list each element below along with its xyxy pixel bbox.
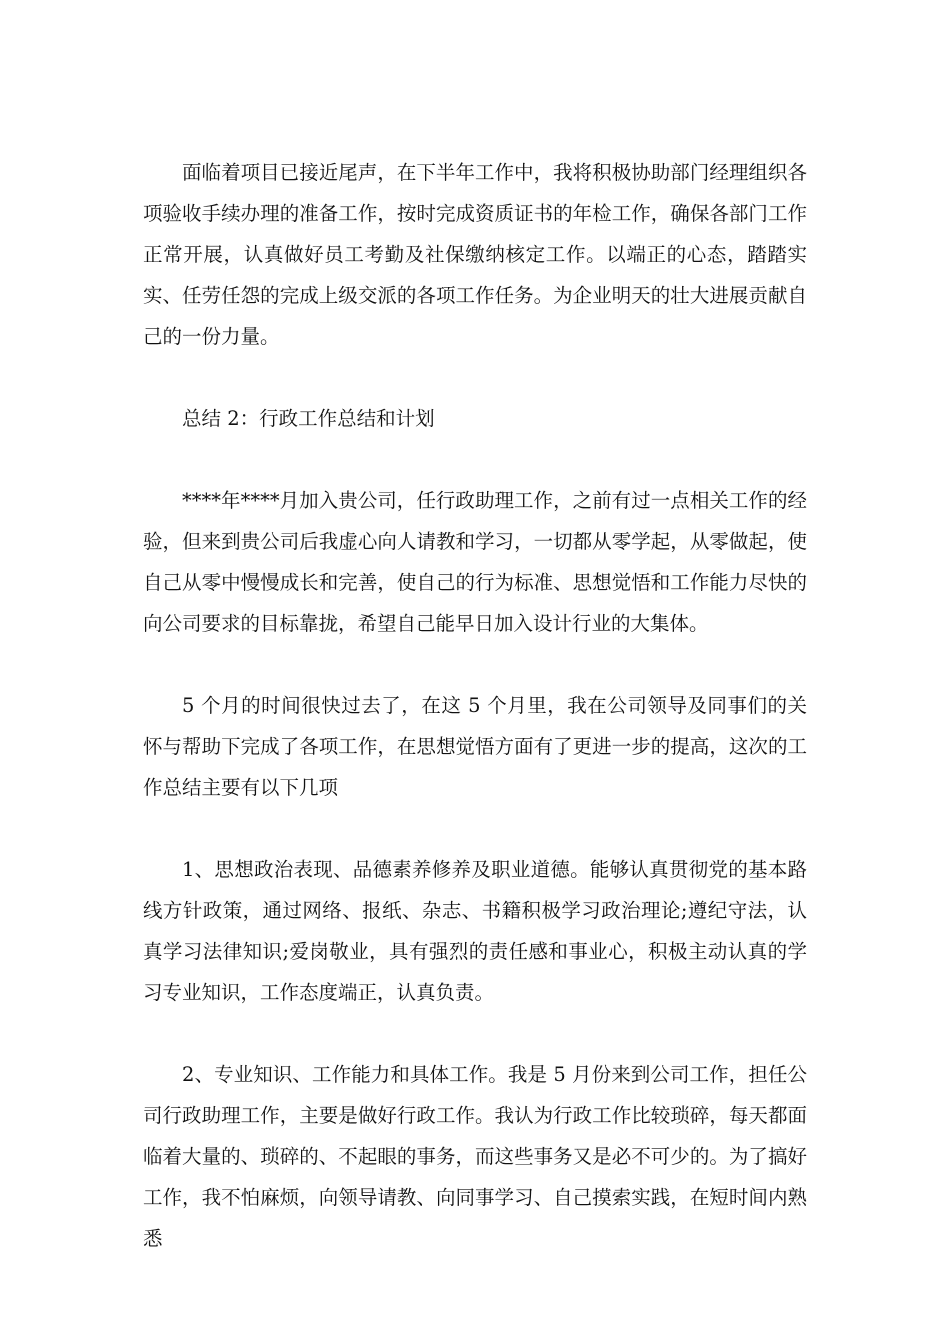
paragraph-item-1-politics-ethics: 1、思想政治表现、品德素养修养及职业道德。能够认真贯彻党的基本路线方针政策，通过网络、报纸、杂志、书籍积极学习政治理论;遵纪守法，认真学习法律知识;爱岗敬业，具有强烈的责任感和事业心，积极主动认真的学习专业知识，工作态度端正，认真负责。: [143, 858, 807, 1004]
paragraph-five-months: 5 个月的时间很快过去了，在这 5 个月里，我在公司领导及同事们的关怀与帮助下完成了各项工作，在思想觉悟方面有了更进一步的提高，这次的工作总结主要有以下几项: [143, 694, 807, 799]
paragraph-joining-company: ****年****月加入贵公司，任行政助理工作，之前有过一点相关工作的经验，但来到贵公司后我虚心向人请教和学习，一切都从零学起，从零做起，使自己从零中慢慢成长和完善，使自己的行为标准、思想觉悟和工作能力尽快的向公司要求的目标靠拢，希望自己能早日加入设计行业的大集体。: [143, 489, 807, 635]
section-heading-summary-2: 总结 2：行政工作总结和计划: [182, 407, 435, 430]
document-body: [143, 152, 807, 1259]
paragraph-item-2-professional-work: 2、专业知识、工作能力和具体工作。我是 5 月份来到公司工作，担任公司行政助理工作，主要是做好行政工作。我认为行政工作比较琐碎，每天都面临着大量的、琐碎的、不起眼的事务，而这些事务又是必不可少的。为了搞好工作，我不怕麻烦，向领导请教、向同事学习、自己摸索实践，在短时间内熟悉: [143, 1063, 807, 1250]
paragraph-project-closing: 面临着项目已接近尾声，在下半年工作中，我将积极协助部门经理组织各项验收手续办理的准备工作，按时完成资质证书的年检工作，确保各部门工作正常开展，认真做好员工考勤及社保缴纳核定工作。以端正的心态，踏踏实实、任劳任怨的完成上级交派的各项工作任务。为企业明天的壮大进展贡献自己的一份力量。: [143, 161, 807, 348]
